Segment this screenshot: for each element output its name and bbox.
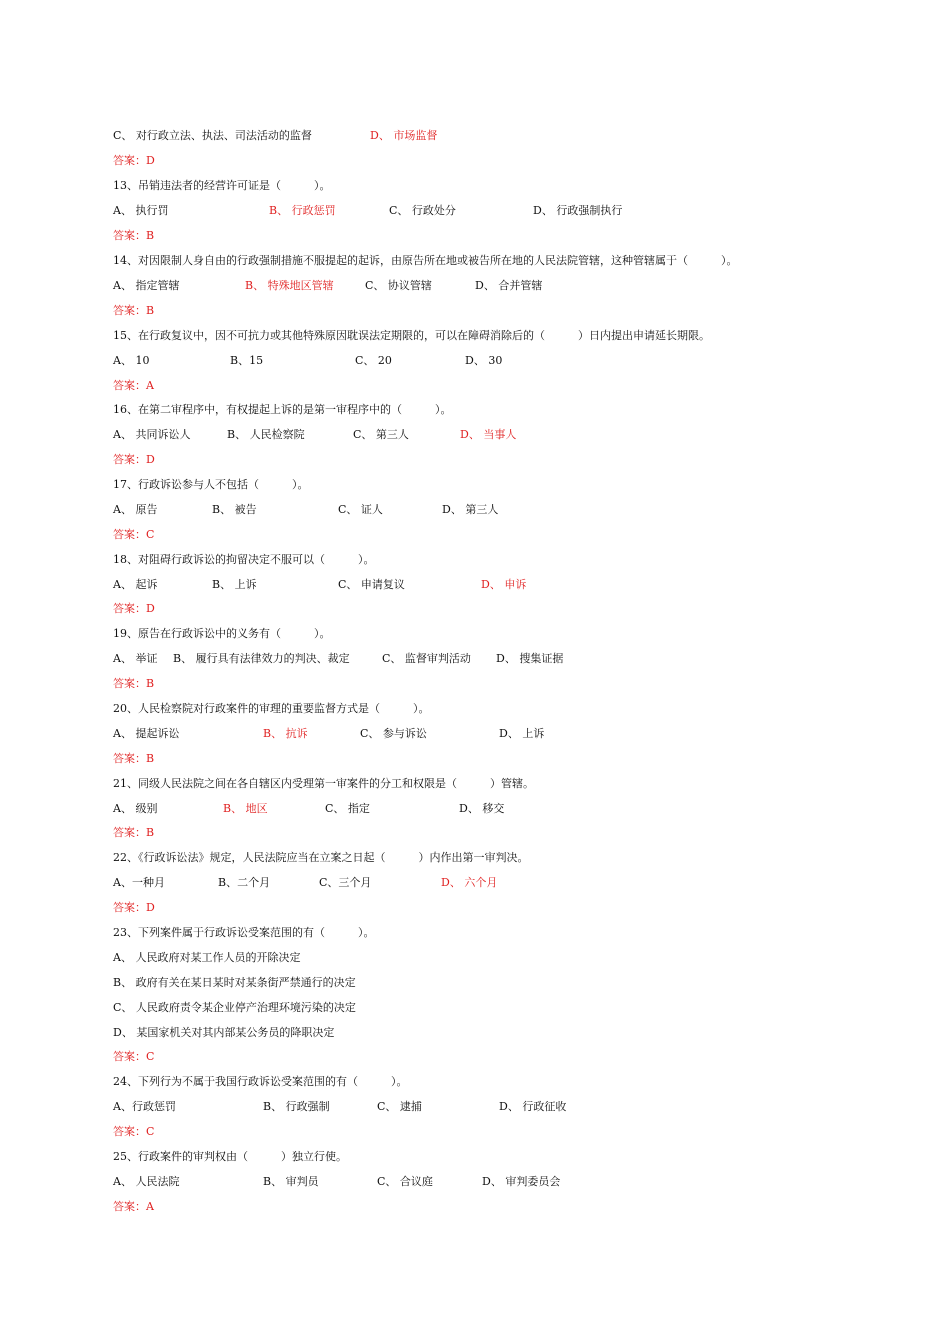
question-18: 18、对阻碍行政诉讼的拘留决定不服可以（ ）。 bbox=[113, 553, 375, 566]
option-a: A、 指定管辖 bbox=[113, 279, 180, 292]
option-b-correct: B、 履行具有法律效力的判决、裁定 bbox=[173, 652, 350, 665]
question-13: 13、吊销违法者的经营许可证是（ ）。 bbox=[113, 179, 331, 192]
option-b: B、 被告 bbox=[212, 503, 257, 516]
option-c: C、 协议管辖 bbox=[365, 279, 432, 292]
option-c: C、 申请复议 bbox=[338, 578, 405, 591]
answer-19: 答案：B bbox=[113, 677, 155, 690]
question-15: 15、在行政复议中，因不可抗力或其他特殊原因耽误法定期限的，可以在障碍消除后的（ ）日内提出申请延长期限。 bbox=[113, 329, 710, 342]
answer-22: 答案：D bbox=[113, 901, 155, 914]
options-row-13 bbox=[113, 203, 623, 219]
option-a: A、 举证 bbox=[113, 652, 158, 665]
answer-21: 答案：B bbox=[113, 826, 155, 839]
option-d: D、 行政强制执行 bbox=[533, 204, 623, 217]
option-d: D、 30 bbox=[465, 354, 503, 367]
question-20: 20、人民检察院对行政案件的审理的重要监督方式是（ ）。 bbox=[113, 702, 430, 715]
option-a: A、行政惩罚 bbox=[113, 1100, 176, 1113]
question-16: 16、在第二审程序中，有权提起上诉的是第一审程序中的（ ）。 bbox=[113, 403, 452, 416]
option-d: D、 搜集证据 bbox=[496, 652, 564, 665]
options-row-19 bbox=[113, 651, 564, 667]
option-c: C、 合议庭 bbox=[377, 1175, 433, 1188]
question-22: 22、《行政诉讼法》规定，人民法院应当在立案之日起（ ）内作出第一审判决。 bbox=[113, 851, 529, 864]
option-c-correct: C、 逮捕 bbox=[377, 1100, 422, 1113]
option-c: C、 行政处分 bbox=[389, 204, 456, 217]
option-d-correct: D、 当事人 bbox=[460, 428, 517, 441]
options-row-21 bbox=[113, 801, 505, 817]
option-c: C、 证人 bbox=[338, 503, 383, 516]
options-row-17 bbox=[113, 502, 499, 518]
question-23: 23、下列案件属于行政诉讼受案范围的有（ ）。 bbox=[113, 926, 375, 939]
question-21: 21、同级人民法院之间在各自辖区内受理第一审案件的分工和权限是（ ）管辖。 bbox=[113, 777, 534, 790]
option-b-correct: B、 抗诉 bbox=[263, 727, 308, 740]
option-a-correct: A、 人民法院 bbox=[113, 1175, 180, 1188]
answer-16: 答案：D bbox=[113, 453, 155, 466]
answer-line: 答案：D bbox=[113, 154, 155, 167]
answer-20: 答案：B bbox=[113, 752, 155, 765]
option-a: A、 起诉 bbox=[113, 578, 158, 591]
option-d-correct: D、 六个月 bbox=[441, 876, 498, 889]
option-b: B、二个月 bbox=[218, 876, 271, 889]
option-a: A、 提起诉讼 bbox=[113, 727, 180, 740]
option-a: A、 级别 bbox=[113, 802, 158, 815]
answer-23: 答案：C bbox=[113, 1050, 155, 1063]
option-c: C、 监督审判活动 bbox=[382, 652, 471, 665]
option-c: C、 指定 bbox=[325, 802, 370, 815]
answer-14: 答案：B bbox=[113, 304, 155, 317]
options-row-24 bbox=[113, 1099, 567, 1115]
option-d: D、 第三人 bbox=[442, 503, 499, 516]
answer-18: 答案：D bbox=[113, 602, 155, 615]
option-a: A、 10 bbox=[113, 354, 150, 367]
options-row-15 bbox=[113, 353, 503, 369]
options-row-14 bbox=[113, 278, 543, 294]
option-b-correct: B、 地区 bbox=[223, 802, 268, 815]
answer-25: 答案：A bbox=[113, 1200, 154, 1213]
option-a: A、 共同诉讼人 bbox=[113, 428, 191, 441]
option-b: B、 上诉 bbox=[212, 578, 257, 591]
option-a: A、 原告 bbox=[113, 503, 158, 516]
question-17: 17、行政诉讼参与人不包括（ ）。 bbox=[113, 478, 309, 491]
option-d: D、 行政征收 bbox=[499, 1100, 567, 1113]
option-b: B、15 bbox=[230, 354, 264, 367]
answer-13: 答案：B bbox=[113, 229, 155, 242]
option-a: A、 人民政府对某工作人员的开除决定 bbox=[113, 951, 301, 964]
options-row-25 bbox=[113, 1174, 561, 1190]
option-b-correct: B、 行政惩罚 bbox=[269, 204, 336, 217]
option-c-correct: C、 人民政府责令某企业停产治理环境污染的决定 bbox=[113, 1001, 356, 1014]
options-row-22 bbox=[113, 875, 498, 891]
option-b: B、 审判员 bbox=[263, 1175, 319, 1188]
option-d: D、 移交 bbox=[459, 802, 505, 815]
options-row-16 bbox=[113, 427, 517, 443]
option-c: C、 对行政立法、执法、司法活动的监督 bbox=[113, 129, 312, 142]
option-d: D、 上诉 bbox=[499, 727, 545, 740]
option-c: C、 参与诉讼 bbox=[360, 727, 427, 740]
question-24: 24、下列行为不属于我国行政诉讼受案范围的有（ ）。 bbox=[113, 1075, 408, 1088]
option-a: A、一种月 bbox=[113, 876, 165, 889]
option-c: C、三个月 bbox=[319, 876, 372, 889]
option-d-correct: D、 申诉 bbox=[481, 578, 527, 591]
question-19: 19、原告在行政诉讼中的义务有（ ）。 bbox=[113, 627, 331, 640]
question-14: 14、对因限制人身自由的行政强制措施不服提起的起诉，由原告所在地或被告所在地的人民法院管辖，这种管辖属于（ ）。 bbox=[113, 254, 738, 267]
option-b: B、 人民检察院 bbox=[227, 428, 305, 441]
answer-17: 答案：C bbox=[113, 528, 155, 541]
question-25: 25、行政案件的审判权由（ ）独立行使。 bbox=[113, 1150, 347, 1163]
option-b: B、 行政强制 bbox=[263, 1100, 330, 1113]
option-c: C、 20 bbox=[355, 354, 392, 367]
option-b: B、 政府有关在某日某时对某条街严禁通行的决定 bbox=[113, 976, 356, 989]
option-c: C、 第三人 bbox=[353, 428, 409, 441]
answer-15: 答案：A bbox=[113, 379, 154, 392]
options-row-20 bbox=[113, 726, 545, 742]
option-d: D、 审判委员会 bbox=[482, 1175, 561, 1188]
previous-question-options-row bbox=[113, 128, 438, 144]
option-d: D、 某国家机关对其内部某公务员的降职决定 bbox=[113, 1026, 335, 1039]
option-d: D、 合并管辖 bbox=[475, 279, 543, 292]
options-row-18 bbox=[113, 577, 527, 593]
option-d-correct: D、 市场监督 bbox=[370, 129, 438, 142]
option-b-correct: B、 特殊地区管辖 bbox=[245, 279, 334, 292]
answer-24: 答案：C bbox=[113, 1125, 155, 1138]
option-a: A、 执行罚 bbox=[113, 204, 169, 217]
